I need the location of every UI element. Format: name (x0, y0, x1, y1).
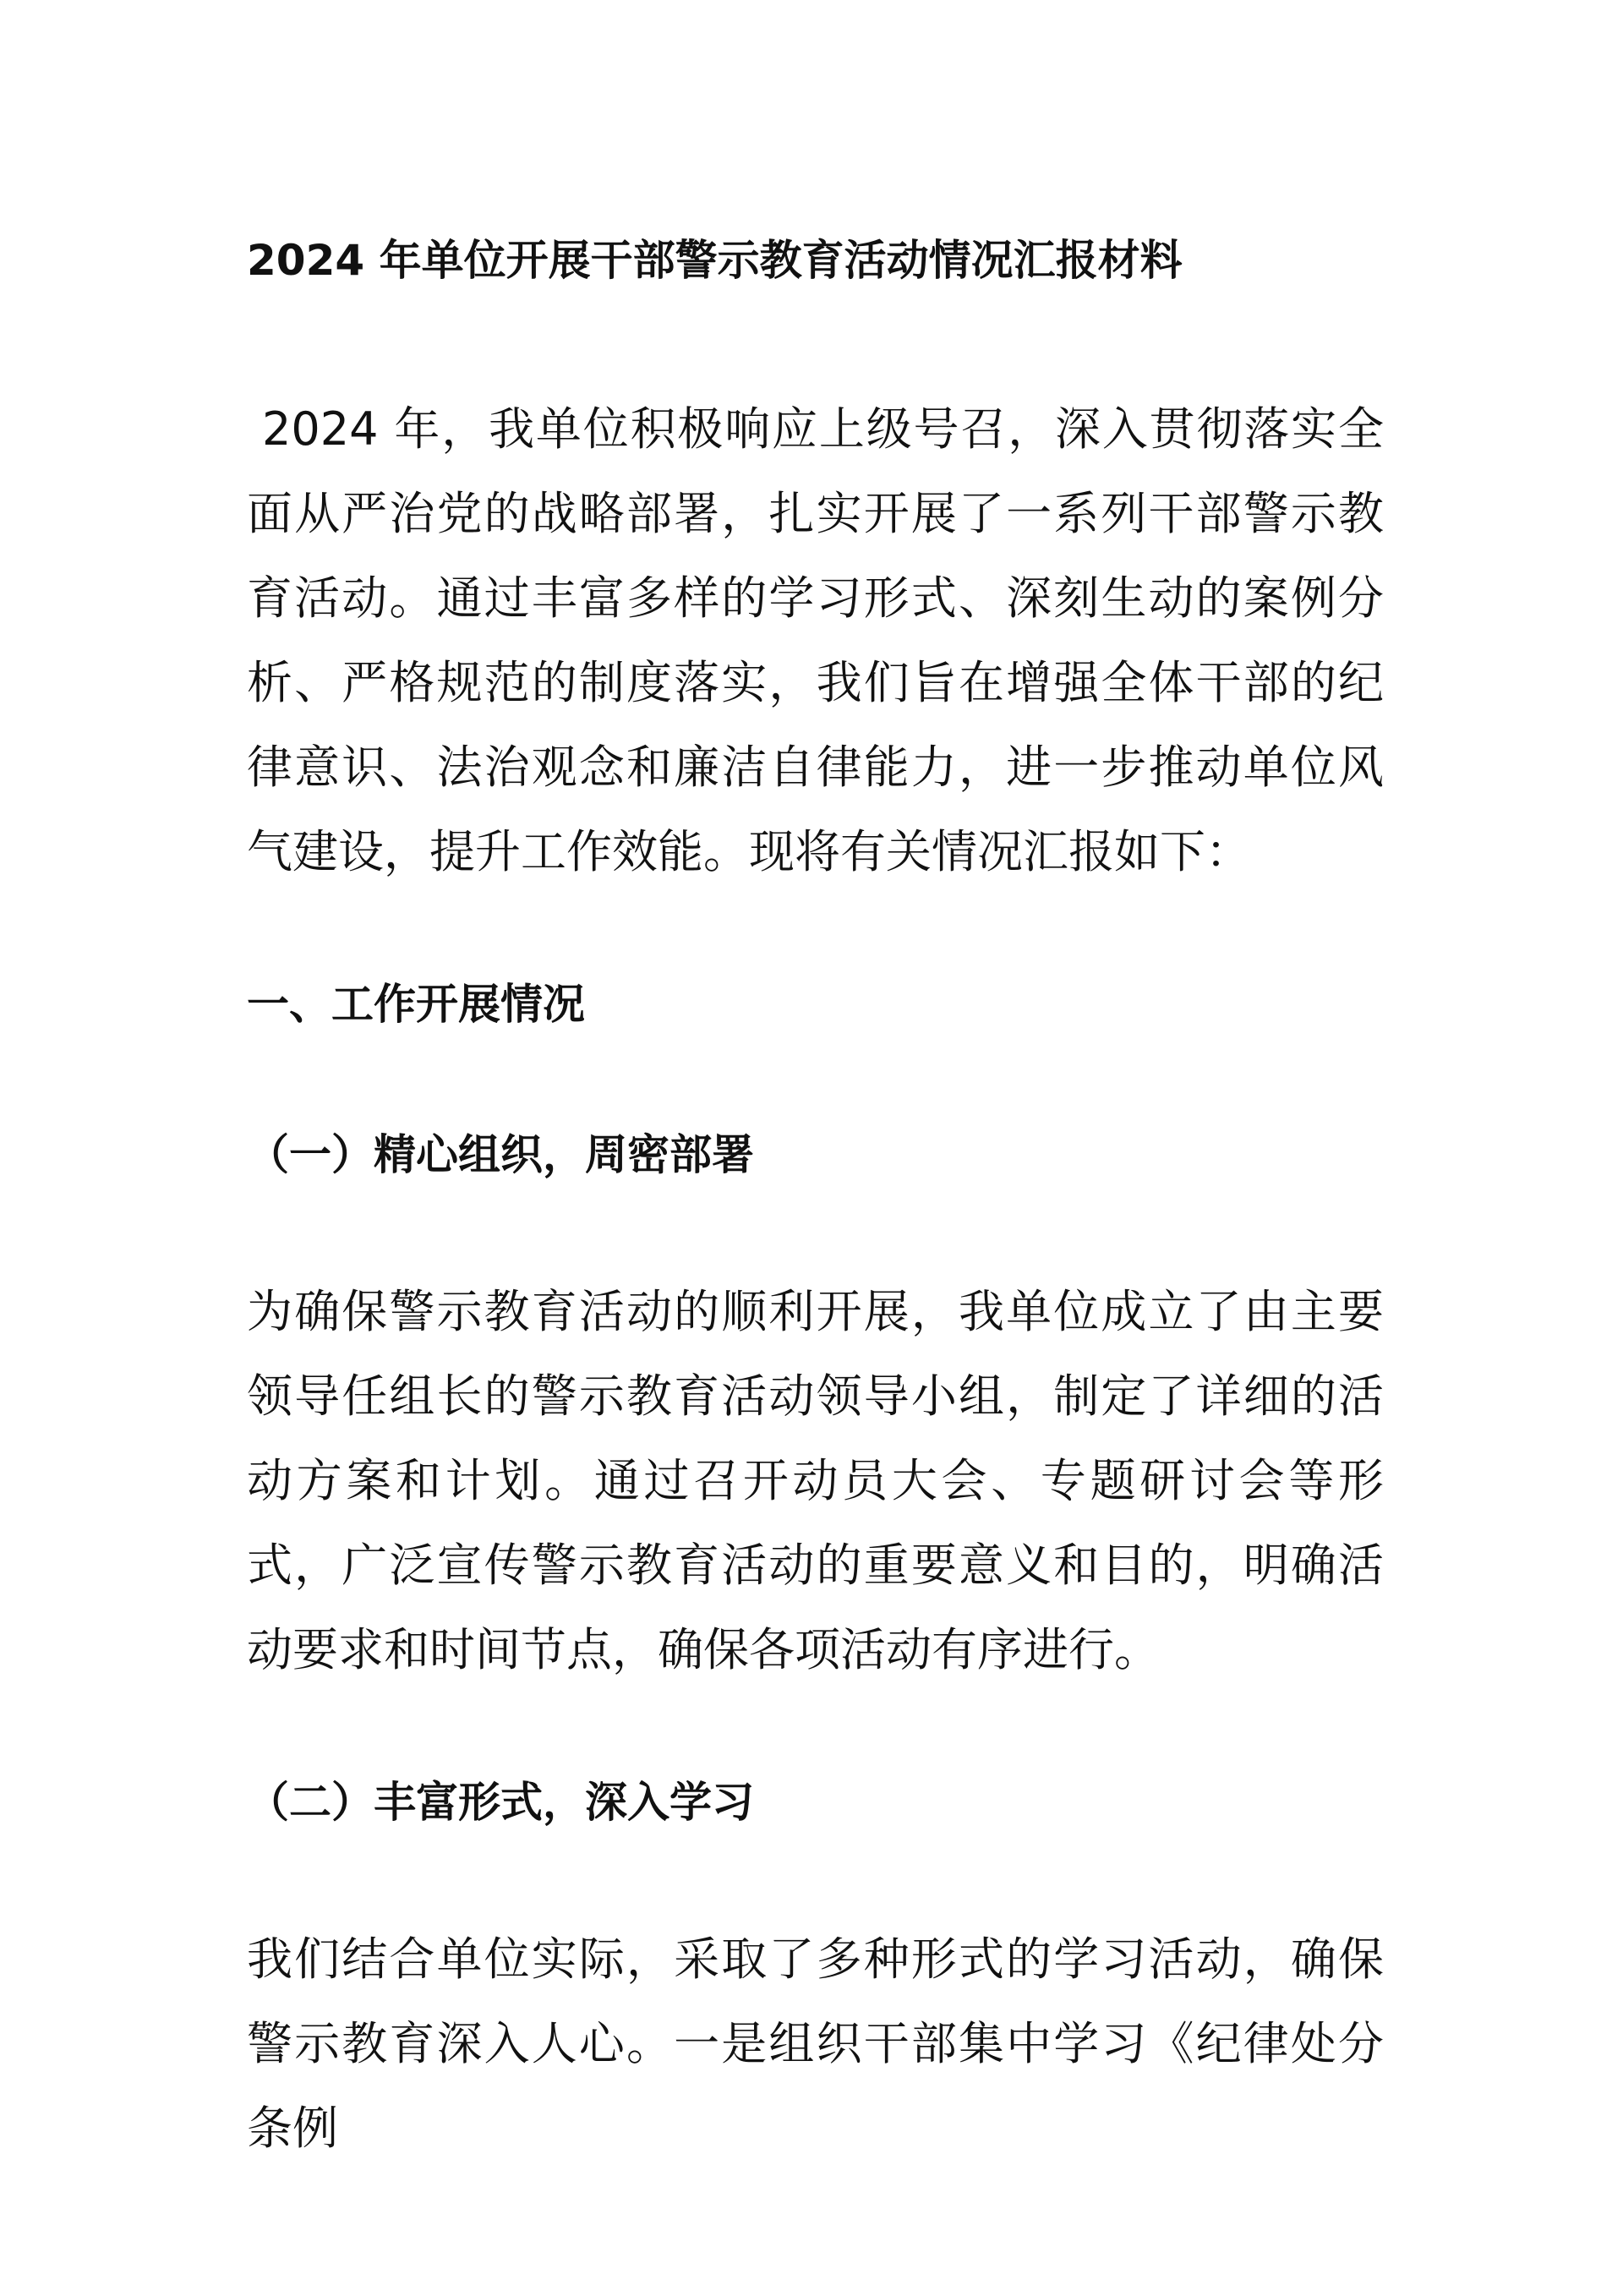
document-body (247, 228, 1384, 2171)
section-heading-1: 一、工作开展情况 (247, 980, 585, 1029)
document-title: 2024 年单位开展干部警示教育活动情况汇报材料 (247, 236, 1183, 285)
subsection-heading-2: （二）丰富形式，深入学习 (247, 1778, 754, 1827)
intro-paragraph: 2024 年，我单位积极响应上级号召，深入贯彻落实全面从严治党的战略部署，扎实开展了一系列干部警示教育活动。通过丰富多样的学习形式、深刻生动的案例分析、严格规范的制度落实，我们旨在增强全体干部的纪律意识、法治观念和廉洁自律能力，进一步推动单位风气建设，提升工作效能。现将有关情况汇报如下： (247, 402, 1384, 878)
subsection-1-paragraph: 为确保警示教育活动的顺利开展，我单位成立了由主要领导任组长的警示教育活动领导小组，制定了详细的活动方案和计划。通过召开动员大会、专题研讨会等形式，广泛宣传警示教育活动的重要意义和目的，明确活动要求和时间节点，确保各项活动有序进行。 (247, 1285, 1384, 1676)
subsection-heading-1: （一）精心组织，周密部署 (247, 1130, 754, 1179)
subsection-2-paragraph: 我们结合单位实际，采取了多种形式的学习活动，确保警示教育深入人心。一是组织干部集中学习《纪律处分条例 (247, 1932, 1384, 2155)
